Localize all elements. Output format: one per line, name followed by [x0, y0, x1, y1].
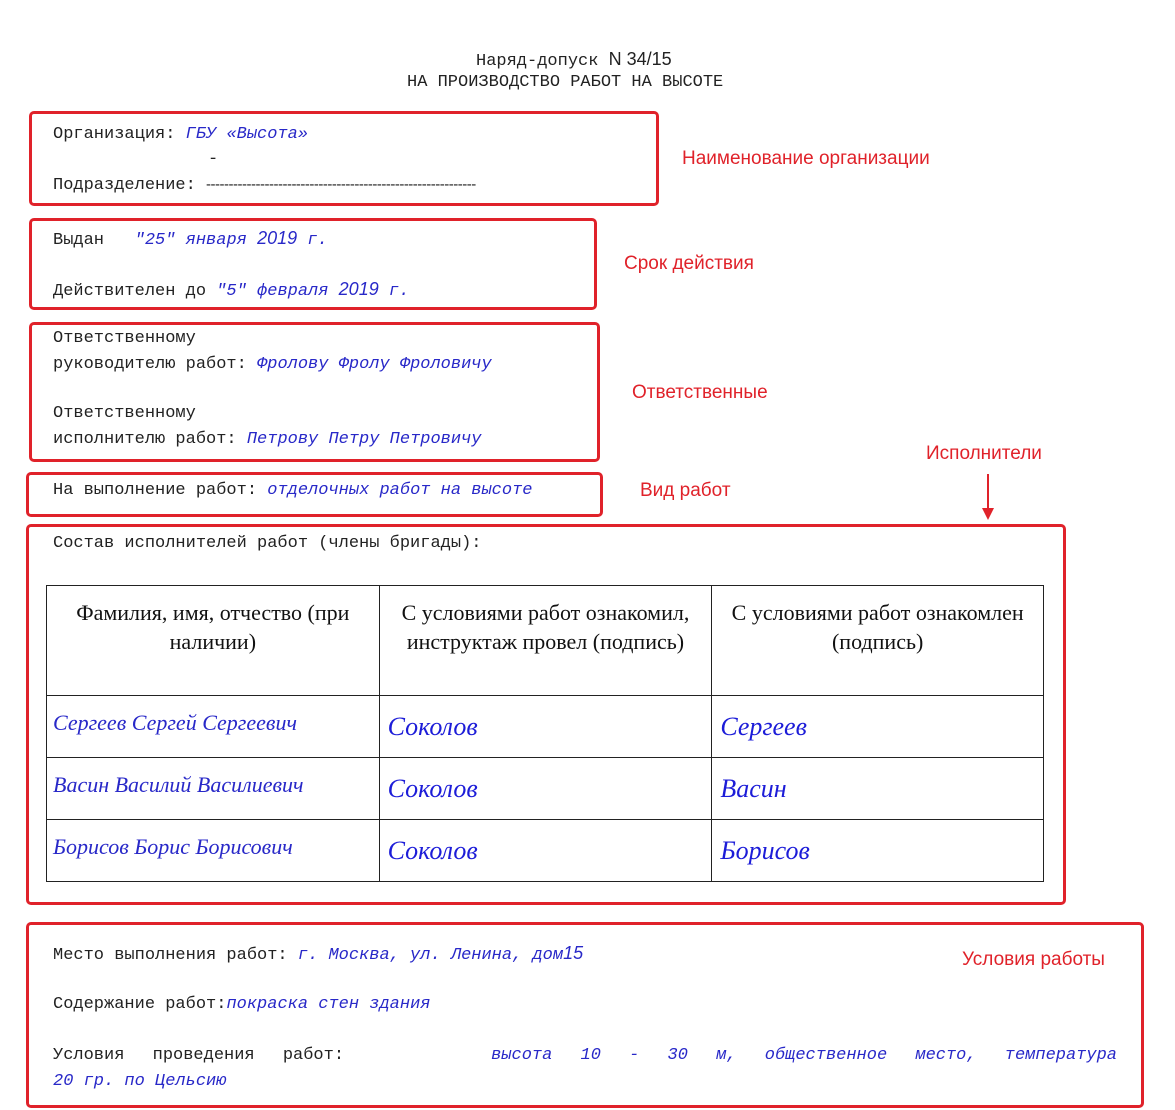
valid-day: "5" [216, 282, 247, 301]
valid-row [53, 279, 409, 301]
dept-row [53, 176, 476, 195]
table-row [47, 820, 1044, 882]
manager-label: руководителю работ: [53, 355, 247, 374]
place-value: г. Москва, ул. Ленина, дом [297, 946, 564, 965]
worker-signature: Сергеев [720, 712, 807, 741]
place-label: Место выполнения работ: [53, 946, 288, 965]
org-label: Организация: [53, 125, 176, 144]
place-number: 15 [563, 943, 584, 963]
instructor-signature: Соколов [387, 712, 478, 741]
issued-row [53, 228, 328, 250]
dept-value: ------------------------------------------------------------ [206, 176, 476, 193]
valid-month: февраля [257, 282, 329, 301]
table-row [47, 758, 1044, 820]
org-row [53, 125, 308, 144]
manager-value: Фролову Фролу Фроловичу [257, 355, 492, 374]
valid-year: 2019 [338, 279, 379, 299]
brigade-title: Состав исполнителей работ (члены бригады): [53, 534, 482, 553]
executor-value: Петрову Петру Петровичу [246, 430, 482, 449]
annotation-validity: Срок действия [624, 253, 754, 274]
issued-label: Выдан [53, 231, 105, 250]
org-value: ГБУ «Высота» [185, 125, 309, 144]
annotation-conditions: Условия работы [962, 949, 1105, 970]
dept-label: Подразделение: [53, 176, 196, 195]
member-name: Васин Василий Василиевич [53, 772, 304, 797]
issued-year: 2019 [257, 228, 298, 248]
org-dash: - [208, 150, 219, 169]
annotation-org: Наименование организации [682, 148, 930, 169]
executor-label: исполнителю работ: [53, 430, 237, 449]
brigade-table-header [47, 586, 1044, 696]
cond-value-line1: высота 10 - 30 м, общественное место, температура [491, 1046, 1117, 1065]
annotation-work-type: Вид работ [640, 480, 731, 501]
manager-line1: Ответственному [53, 329, 196, 348]
content-row [53, 995, 430, 1014]
header-worker-sign: С условиями работ ознакомлен (подпись) [712, 586, 1044, 696]
document-subtitle: НА ПРОИЗВОДСТВО РАБОТ НА ВЫСОТЕ [407, 73, 724, 92]
valid-label: Действителен до [53, 282, 207, 301]
work-type-row [53, 481, 533, 500]
valid-suffix: г. [388, 282, 410, 301]
permit-number: N 34/15 [608, 49, 672, 69]
header-fio: Фамилия, имя, отчество (при наличии) [47, 586, 380, 696]
header-instructor-sign: С условиями работ ознакомил, инструктаж провел (подпись) [379, 586, 712, 696]
annotation-responsible: Ответственные [632, 382, 768, 403]
issued-suffix: г. [307, 231, 328, 250]
work-type-value: отделочных работ на высоте [267, 481, 533, 500]
member-name: Борисов Борис Борисович [53, 834, 293, 859]
worker-signature: Борисов [720, 836, 810, 865]
table-row [47, 696, 1044, 758]
cond-row [53, 1046, 1117, 1065]
instructor-signature: Соколов [387, 774, 478, 803]
member-name: Сергеев Сергей Сергеевич [53, 710, 297, 735]
manager-row [53, 355, 492, 374]
issued-month: января [185, 231, 247, 250]
place-row [53, 943, 583, 965]
work-type-label: На выполнение работ: [53, 481, 258, 500]
cond-value-line2: 20 гр. по Цельсию [53, 1072, 227, 1091]
executor-row [53, 430, 481, 449]
title-prefix: Наряд-допуск [476, 52, 609, 71]
executors-arrow-icon [978, 472, 998, 522]
annotation-executors: Исполнители [926, 443, 1042, 464]
worker-signature: Васин [720, 774, 787, 803]
content-value: покраска стен здания [226, 995, 431, 1014]
instructor-signature: Соколов [387, 836, 478, 865]
executor-line1: Ответственному [53, 404, 196, 423]
brigade-table [46, 585, 1044, 882]
document-title [476, 49, 672, 71]
cond-label: Условия проведения работ: [53, 1046, 345, 1065]
issued-day: "25" [134, 231, 176, 250]
content-label: Содержание работ: [53, 995, 227, 1014]
